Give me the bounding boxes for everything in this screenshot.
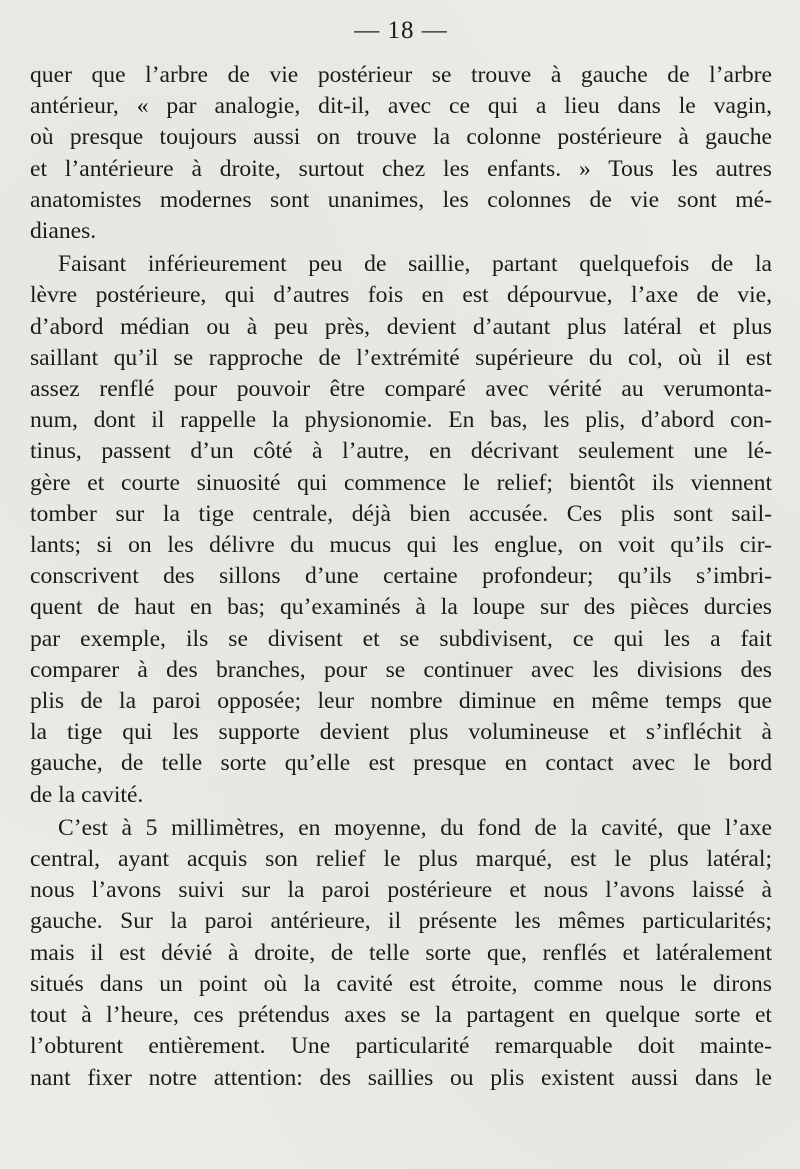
text-line: tinus, passent d’un côté à l’autre, en décrivant seulement une lé- <box>30 438 772 465</box>
text-line: central, ayant acquis son relief le plus marqué, est le plus latéral; <box>30 846 772 873</box>
text-line: l’obturent entièrement. Une particularité remarquable doit mainte- <box>30 1033 772 1060</box>
text-line: assez renflé pour pouvoir être comparé avec vérité au verumonta- <box>30 376 772 403</box>
text-line: conscrivent des sillons d’une certaine profondeur; qu’ils s’imbri- <box>30 563 772 590</box>
text-line: plis de la paroi opposée; leur nombre diminue en même temps que <box>30 688 772 715</box>
text-line: nant fixer notre attention: des saillies ou plis existent aussi dans le <box>30 1064 772 1091</box>
text-line: gère et courte sinuosité qui commence le relief; bientôt ils viennent <box>30 469 772 496</box>
text-line: où presque toujours aussi on trouve la colonne postérieure à gauche <box>30 124 772 151</box>
text-line: quer que l’arbre de vie postérieur se trouve à gauche de l’arbre <box>30 62 772 88</box>
text-line: tomber sur la tige centrale, déjà bien accusée. Ces plis sont sail- <box>30 500 772 527</box>
text-line: de la cavité. <box>30 781 144 808</box>
text-line: gauche. Sur la paroi antérieure, il présente les mêmes particularités; <box>30 908 772 935</box>
text-line: C’est à 5 millimètres, en moyenne, du fond de la cavité, que l’axe <box>58 814 772 841</box>
text-line: dianes. <box>30 218 97 245</box>
text-line: la tige qui les supporte devient plus volumineuse et s’infléchit à <box>30 719 772 746</box>
text-line: quent de haut en bas; qu’examinés à la loupe sur des pièces durcies <box>30 594 772 621</box>
text-line: num, dont il rappelle la physionomie. En bas, les plis, d’abord con- <box>30 407 772 434</box>
text-line: situés dans un point où la cavité est étroite, comme nous le dirons <box>30 970 772 997</box>
text-line: nous l’avons suivi sur la paroi postérieure et nous l’avons laissé à <box>30 877 772 904</box>
text-line: lèvre postérieure, qui d’autres fois en est dépourvue, l’axe de vie, <box>30 282 772 309</box>
paragraph-1 <box>30 60 772 247</box>
text-line: tout à l’heure, ces prétendus axes se la partagent en quelque sorte et <box>30 1002 772 1029</box>
text-line: Faisant inférieurement peu de saillie, partant quelquefois de la <box>58 251 772 278</box>
page-number: — 18 — <box>354 17 448 44</box>
paragraph-3 <box>30 813 772 1094</box>
text-line: d’abord médian ou à peu près, devient d’autant plus latéral et plus <box>30 313 772 340</box>
text-line: et l’antérieure à droite, surtout chez les enfants. » Tous les autres <box>30 155 772 182</box>
text-line: anatomistes modernes sont unanimes, les colonnes de vie sont mé- <box>30 186 772 213</box>
text-line: comparer à des branches, pour se continuer avec les divisions des <box>30 656 772 683</box>
text-line: saillant qu’il se rapproche de l’extrémité supérieure du col, où il est <box>30 344 772 371</box>
text-line: lants; si on les délivre du mucus qui les englue, on voit qu’ils cir- <box>30 532 772 559</box>
text-line: gauche, de telle sorte qu’elle est presque en contact avec le bord <box>30 750 772 777</box>
paragraph-2 <box>30 249 772 811</box>
text-line: antérieur, « par analogie, dit-il, avec ce qui a lieu dans le vagin, <box>30 93 772 120</box>
text-line: par exemple, ils se divisent et se subdivisent, ce qui les a fait <box>30 625 772 652</box>
text-line: mais il est dévié à droite, de telle sorte que, renflés et latéralement <box>30 939 772 966</box>
